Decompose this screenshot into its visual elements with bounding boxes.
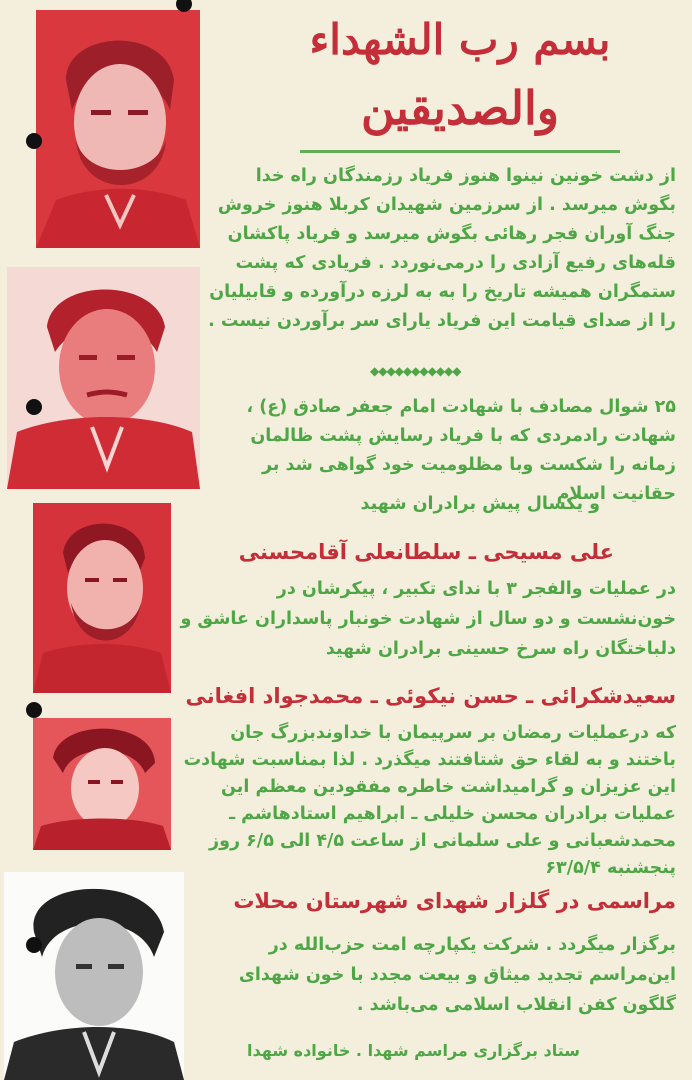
opening-paragraph-text: از دشت خونین نینوا هنوز فریاد رزمندگان راه خدا بگوش میرسد . از سرزمین شهیدان کربلا هنوز خروش جنگ آوران فجر رهائی بگوش میرسد و فریاد پاکشان قله‌های رفیع آزادی را درمی‌نوردد . فریادی که پشت ستمگران همیشه تاریخ را به به لرزه درآورده و قابیلیان را از صدای قیامت این فریاد یارای سر برآوردن نیست . [208, 166, 676, 331]
binder-hole [26, 937, 42, 953]
ramadan-operation-paragraph-text: که درعملیات رمضان بر سرپیمان با خداوندبزرگ جان باختند و به لقاء حق شتافتند میگذرد . لذا بمناسبت شهادت این عزیزان و گرامیداشت خاطره مفقودین معظم این عملیات برادران محسن خلیلی ـ ابراهیم استادهاشم ـ محمدشعبانی و علی سلمانی از ساعت ۴/۵ الی ۶/۵ روز پنجشنبه ۶۳/۵/۴ [183, 723, 676, 878]
binder-hole [26, 399, 42, 415]
portrait-photo-4 [33, 718, 171, 850]
title-line-1: بسم رب الشهداء [309, 15, 611, 64]
portrait-photo-5 [4, 872, 184, 1080]
intro-line: و یکسال پیش برادران شهید [360, 494, 600, 514]
diamond-divider: ◆◆◆◆◆◆◆◆◆◆◆ [370, 364, 461, 378]
title-line-2: والصدیقین [360, 81, 559, 135]
ceremony-line: مراسمی در گلزار شهدای شهرستان محلات [233, 889, 676, 913]
title-divider [300, 150, 620, 153]
ramadan-operation-paragraph [180, 720, 676, 882]
portrait-photo-1 [36, 10, 200, 248]
martyrdom-paragraph-text: ۲۵ شوال مصادف با شهادت امام جعفر صادق (ع) ، شهادت رادمردی که با فریاد رسایش پشت ظالمان زمانه را شکست وبا مظلومیت خود گواهی شد بر حقانیت اسلام [246, 397, 676, 504]
binder-hole [26, 702, 42, 718]
opening-paragraph [202, 162, 676, 336]
martyr-names-2: سعیدشکرائی ـ حسن نیکوئی ـ محمدجواد افغانی [185, 684, 676, 708]
closing-paragraph-text: برگزار میگردد . شرکت یکپارچه امت حزب‌الله در این‌مراسم تجدید میثاق و بیعت مجدد با خون شهدای گلگون کفن انقلاب اسلامی می‌باشد . [238, 935, 676, 1015]
closing-paragraph [190, 930, 676, 1020]
binder-hole [26, 133, 42, 149]
operation-paragraph-text: در عملیات والفجر ۳ با ندای تکبیر ، پیکرشان در خون‌نشست و دو سال از شهادت خونبار پاسداران عاشق و دلباختگان راه سرخ حسینی برادران شهید [180, 579, 676, 659]
operation-paragraph [180, 574, 676, 664]
martyr-names-1: علی مسیحی ـ سلطانعلی آقامحسنی [238, 540, 614, 564]
footer-signature: ستاد برگزاری مراسم شهدا . خانواده شهدا [247, 1041, 580, 1060]
portrait-photo-3 [33, 503, 171, 693]
portrait-photo-2 [7, 267, 200, 489]
